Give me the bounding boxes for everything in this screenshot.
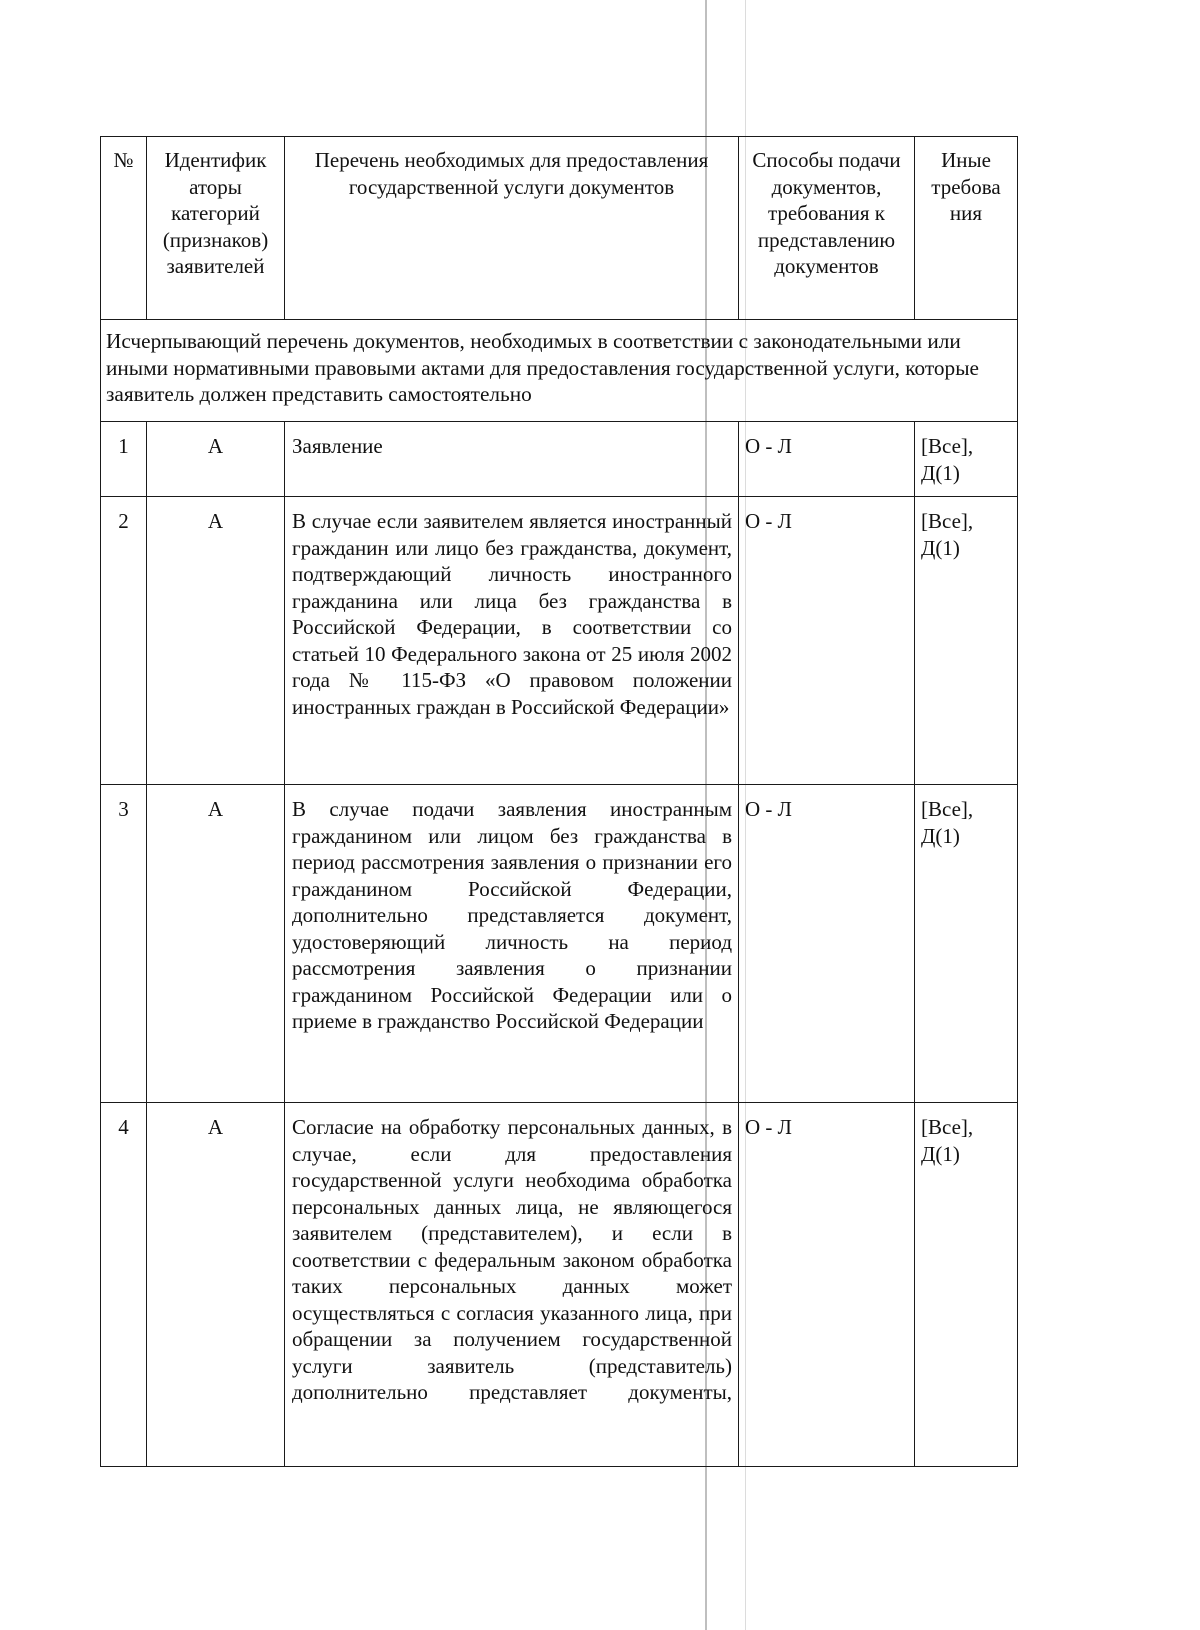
row-method: О - Л: [739, 497, 915, 785]
row-document: Заявление: [285, 422, 739, 497]
row-number: 1: [101, 422, 147, 497]
header-other: Иные требова ния: [915, 137, 1018, 320]
section-row: [101, 320, 1018, 422]
row-document: Согласие на обработку персональных данных, в случае, если для предоставления государственной услуги необходима обработка персональных данных лица, не являющегося заявителем (представителем), и если в соответствии с федеральным законом обработка таких персональных данных может осуществляться с согласия указанного лица, при обращении за получением государственной услуги заявитель (представитель) дополнительно представляет документы,: [285, 1103, 739, 1467]
row-method: О - Л: [739, 422, 915, 497]
table-header-row: [101, 137, 1018, 320]
header-methods: Способы подачи документов, требования к представлению документов: [739, 137, 915, 320]
row-category: А: [147, 422, 285, 497]
row-method: О - Л: [739, 1103, 915, 1467]
row-other-line1: [Все],: [921, 509, 974, 533]
row-document: В случае если заявителем является иностранный гражданин или лицо без гражданства, документ, подтверждающий личность иностранного гражданина или лица без гражданства в Российской Федерации, в соответствии со статьей 10 Федерального закона от 25 июля 2002 года № 115-ФЗ «О правовом положении иностранных граждан в Российской Федерации»: [285, 497, 739, 785]
table-row: [101, 785, 1018, 1103]
row-other-line2: Д(1): [921, 460, 960, 485]
header-documents: Перечень необходимых для предоставления государственной услуги документов: [285, 137, 739, 320]
row-other-line1: [Все],: [921, 797, 974, 821]
header-number: №: [101, 137, 147, 320]
header-identifiers: Идентифик аторы категорий (признаков) заявителей: [147, 137, 285, 320]
table-row: [101, 497, 1018, 785]
row-other-line2: Д(1): [921, 1141, 960, 1166]
section-title: Исчерпывающий перечень документов, необходимых в соответствии с законодательными или иными нормативными правовыми актами для предоставления государственной услуги, которые заявитель должен представить самостоятельно: [101, 320, 1018, 422]
row-other: [915, 785, 1018, 1103]
row-number: 2: [101, 497, 147, 785]
row-other: [915, 497, 1018, 785]
documents-table: [100, 136, 1018, 1467]
row-category: А: [147, 785, 285, 1103]
table-row: [101, 1103, 1018, 1467]
row-method: О - Л: [739, 785, 915, 1103]
row-other-line1: [Все],: [921, 434, 974, 458]
row-other: [915, 1103, 1018, 1467]
row-other: [915, 422, 1018, 497]
row-other-line2: Д(1): [921, 823, 960, 848]
row-document: В случае подачи заявления иностранным гражданином или лицом без гражданства в период рассмотрения заявления о признании его гражданином Российской Федерации, дополнительно представляется документ, удостоверяющий личность на период рассмотрения заявления о признании гражданином Российской Федерации или о приеме в гражданство Российской Федерации: [285, 785, 739, 1103]
row-category: А: [147, 1103, 285, 1467]
row-category: А: [147, 497, 285, 785]
row-other-line2: Д(1): [921, 535, 960, 560]
table-row: [101, 422, 1018, 497]
row-other-line1: [Все],: [921, 1115, 974, 1139]
row-number: 3: [101, 785, 147, 1103]
row-number: 4: [101, 1103, 147, 1467]
